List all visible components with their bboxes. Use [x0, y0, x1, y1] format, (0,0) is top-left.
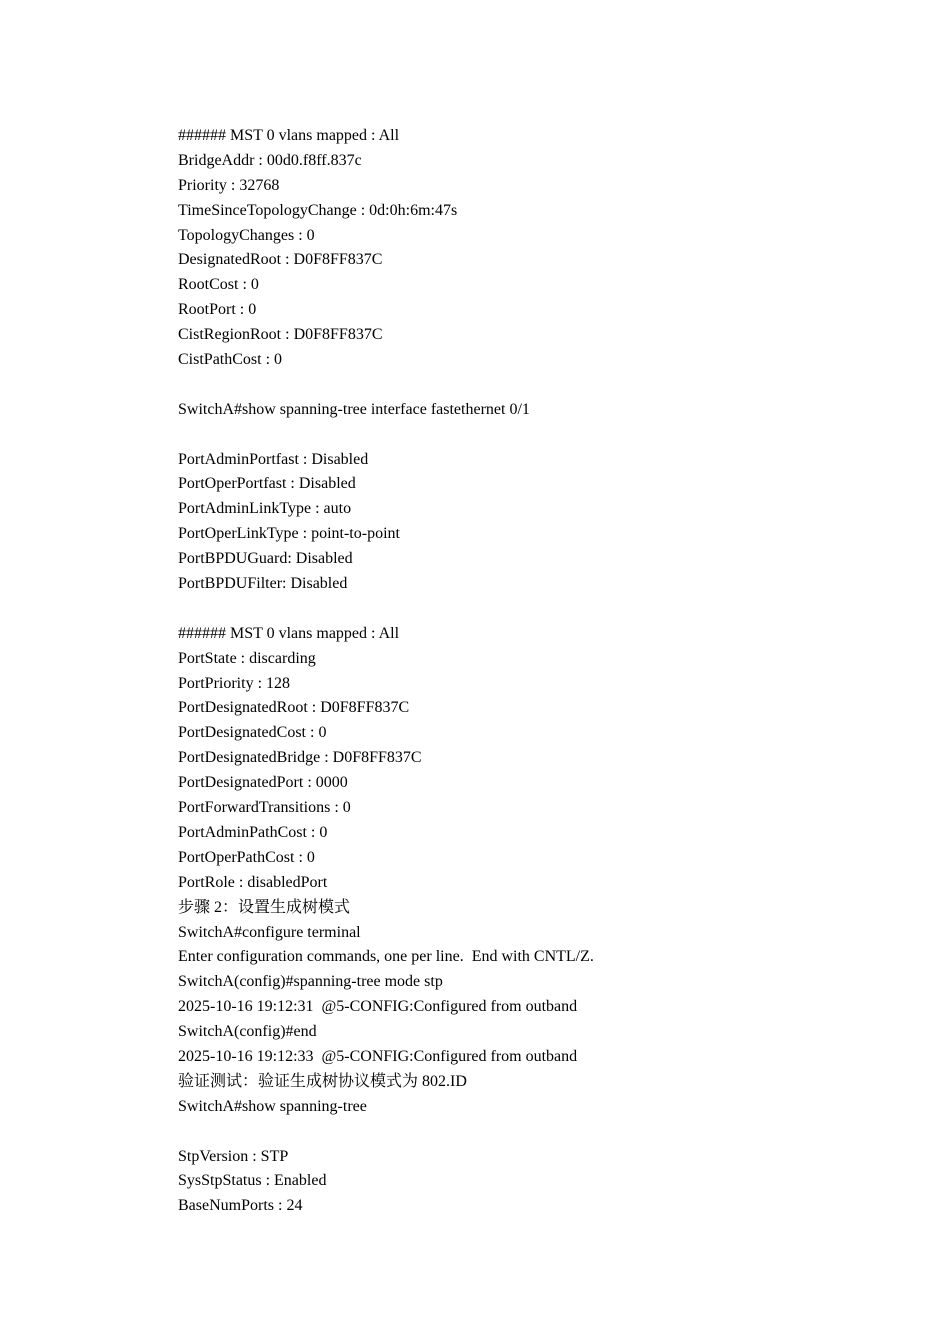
text-line: Priority : 32768 [178, 176, 280, 194]
text-line: ###### MST 0 vlans mapped : All [178, 127, 400, 144]
text-line: SwitchA#show spanning-tree [178, 1097, 367, 1115]
text-line: PortDesignatedCost : 0 [178, 724, 327, 742]
text-line: PortOperLinkType : point-to-point [178, 525, 400, 543]
text-line: PortOperPortfast : Disabled [178, 475, 356, 493]
text-line: TopologyChanges : 0 [178, 226, 315, 244]
text-line: PortDesignatedRoot : D0F8FF837C [178, 699, 410, 717]
text-line: BridgeAddr : 00d0.f8ff.837c [178, 151, 362, 169]
text-line: PortForwardTransitions : 0 [178, 799, 351, 817]
text-line: 验证测试：验证生成树协议模式为 802.ID [178, 1072, 467, 1090]
text-line: PortAdminPortfast : Disabled [178, 450, 369, 468]
text-line: PortBPDUGuard: Disabled [178, 550, 353, 568]
text-line: BaseNumPorts : 24 [178, 1197, 303, 1215]
blank-line [178, 373, 898, 398]
text-line: SwitchA(config)#spanning-tree mode stp [178, 973, 443, 991]
text-line: Enter configuration commands, one per line. End with CNTL/Z. [178, 948, 594, 966]
text-line: PortOperPathCost : 0 [178, 848, 315, 866]
text-line: PortDesignatedPort : 0000 [178, 774, 348, 792]
text-line: TimeSinceTopologyChange : 0d:0h:6m:47s [178, 201, 458, 219]
blank-line [178, 1120, 898, 1145]
blank-line [178, 423, 898, 448]
document-body [178, 124, 898, 1219]
text-line: PortPriority : 128 [178, 674, 291, 692]
text-line: SwitchA(config)#end [178, 1023, 317, 1041]
text-line: RootCost : 0 [178, 276, 259, 294]
text-line: RootPort : 0 [178, 301, 257, 319]
text-line: PortRole : disabledPort [178, 873, 328, 891]
text-line: ###### MST 0 vlans mapped : All [178, 624, 400, 642]
text-line: PortDesignatedBridge : D0F8FF837C [178, 749, 422, 767]
text-line: PortState : discarding [178, 649, 316, 667]
text-line: PortAdminLinkType : auto [178, 500, 352, 518]
text-line: DesignatedRoot : D0F8FF837C [178, 251, 383, 269]
text-line: 2025-10-16 19:12:31 @5-CONFIG:Configured from outband [178, 998, 578, 1016]
text-line: 2025-10-16 19:12:33 @5-CONFIG:Configured from outband [178, 1047, 578, 1065]
text-line: SysStpStatus : Enabled [178, 1172, 327, 1190]
text-line: 步骤 2：设置生成树模式 [178, 898, 351, 916]
text-line: CistRegionRoot : D0F8FF837C [178, 326, 383, 344]
blank-line [178, 597, 898, 622]
text-line: PortAdminPathCost : 0 [178, 823, 328, 841]
text-line: StpVersion : STP [178, 1147, 289, 1165]
text-line: SwitchA#show spanning-tree interface fastethernet 0/1 [178, 400, 530, 418]
text-line: SwitchA#configure terminal [178, 923, 361, 941]
text-line: CistPathCost : 0 [178, 351, 283, 369]
text-line: PortBPDUFilter: Disabled [178, 575, 348, 593]
